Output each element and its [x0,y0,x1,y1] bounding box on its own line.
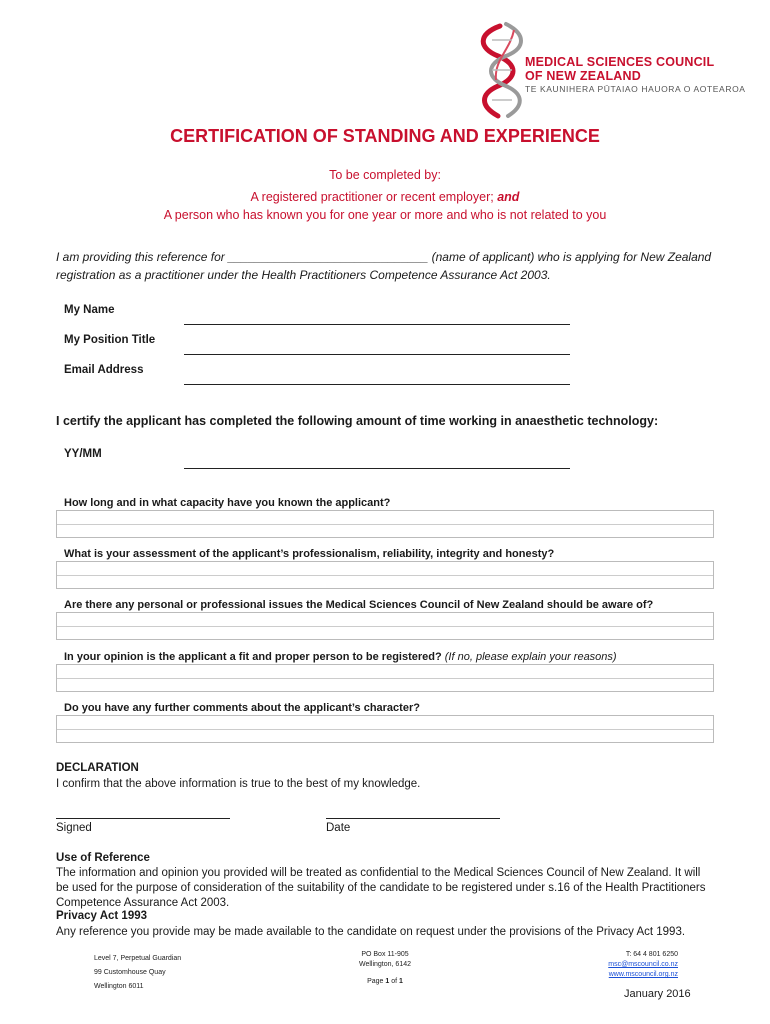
completer-line-2: A person who has known you for one year or more and who is not related to you [163,208,607,222]
logo-title-line2: OF NEW ZEALAND [525,69,641,83]
question-1 [64,497,390,509]
declaration-heading: DECLARATION [56,762,139,774]
answer-box-5[interactable] [56,715,714,743]
question-4-text: In your opinion is the applicant a fit and proper person to be registered? [64,651,445,663]
date-line[interactable] [326,818,500,819]
answer-box-4[interactable] [56,664,714,692]
intro-text: I am providing this reference for ______________________________ (name of applicant) who is applying for New Zealand registration as a practitioner under the Health Practitioners Competence Assurance Act 2003. [56,250,712,282]
answer-box-2[interactable] [56,561,714,589]
page-title: CERTIFICATION OF STANDING AND EXPERIENCE [170,126,600,146]
document-date: January 2016 [624,988,691,1000]
footer-phone: T: 64 4 801 6250 [625,951,678,958]
footer-po-box: PO Box 11-905 [361,951,409,958]
signature-line[interactable] [56,818,230,819]
footer-address-3: Wellington 6011 [94,983,144,990]
answer-box-3[interactable] [56,612,714,640]
completer-line-1-text: A registered practitioner or recent employer; [250,190,498,204]
use-of-reference-text: The information and opinion you provided will be treated as confidential to the Medical Sciences Council of New Zealand. It will be used for the purpose of consideration of the suitability of the candidate to be registered under s.16 of the Health Practitioners Competence Assurance Act 2003. [56,867,706,909]
to-be-completed: To be completed by: [329,168,441,182]
position-label: My Position Title [64,334,156,346]
signed-label: Signed [56,822,92,834]
certify-text: I certify the applicant has completed the following amount of time working in anaesthetic technology: [56,414,659,428]
logo-title-line1: MEDICAL SCIENCES COUNCIL [525,55,715,69]
my-name-label: My Name [64,304,115,316]
privacy-heading: Privacy Act 1993 [56,910,148,922]
page-number: Page 1 of 1 [367,978,403,985]
question-4-note: (If no, please explain your reasons) [444,651,617,663]
footer-email-link[interactable]: msc@mscouncil.co.nz [608,961,678,968]
question-2 [64,548,554,560]
position-line[interactable] [184,354,570,355]
question-3-text: Are there any personal or professional issues the Medical Sciences Council of New Zealand should be aware of? [64,599,654,611]
email-label: Email Address [64,364,144,376]
question-5-text: Do you have any further comments about the applicant’s character? [64,702,420,714]
question-4 [64,651,617,663]
completer-line-1 [0,190,770,204]
footer-address-2: 99 Customhouse Quay [94,969,166,976]
privacy-text: Any reference you provide may be made available to the candidate on request under the provisions of the Privacy Act 1993. [56,926,686,938]
question-3 [64,599,653,611]
question-1-text: How long and in what capacity have you known the applicant? [64,497,391,509]
yymm-label: YY/MM [64,448,102,460]
logo-subtitle: TE KAUNIHERA PŪTAIAO HAUORA O AOTEAROA [525,84,746,94]
question-5 [64,702,420,714]
use-of-reference-heading: Use of Reference [56,852,150,864]
question-2-text: What is your assessment of the applicant’s professionalism, reliability, integrity and honesty? [64,548,555,560]
logo-title [525,55,714,83]
email-line[interactable] [184,384,570,385]
answer-box-1[interactable] [56,510,714,538]
footer-address-1: Level 7, Perpetual Guardian [94,955,182,962]
yymm-line[interactable] [184,468,570,469]
my-name-line[interactable] [184,324,570,325]
declaration-text: I confirm that the above information is true to the best of my knowledge. [56,778,421,790]
date-label: Date [326,822,351,834]
footer-po-city: Wellington, 6142 [358,961,412,968]
footer-web-link[interactable]: www.mscouncil.org.nz [608,971,678,978]
dna-helix-icon [483,24,521,116]
completer-and: and [497,190,520,204]
